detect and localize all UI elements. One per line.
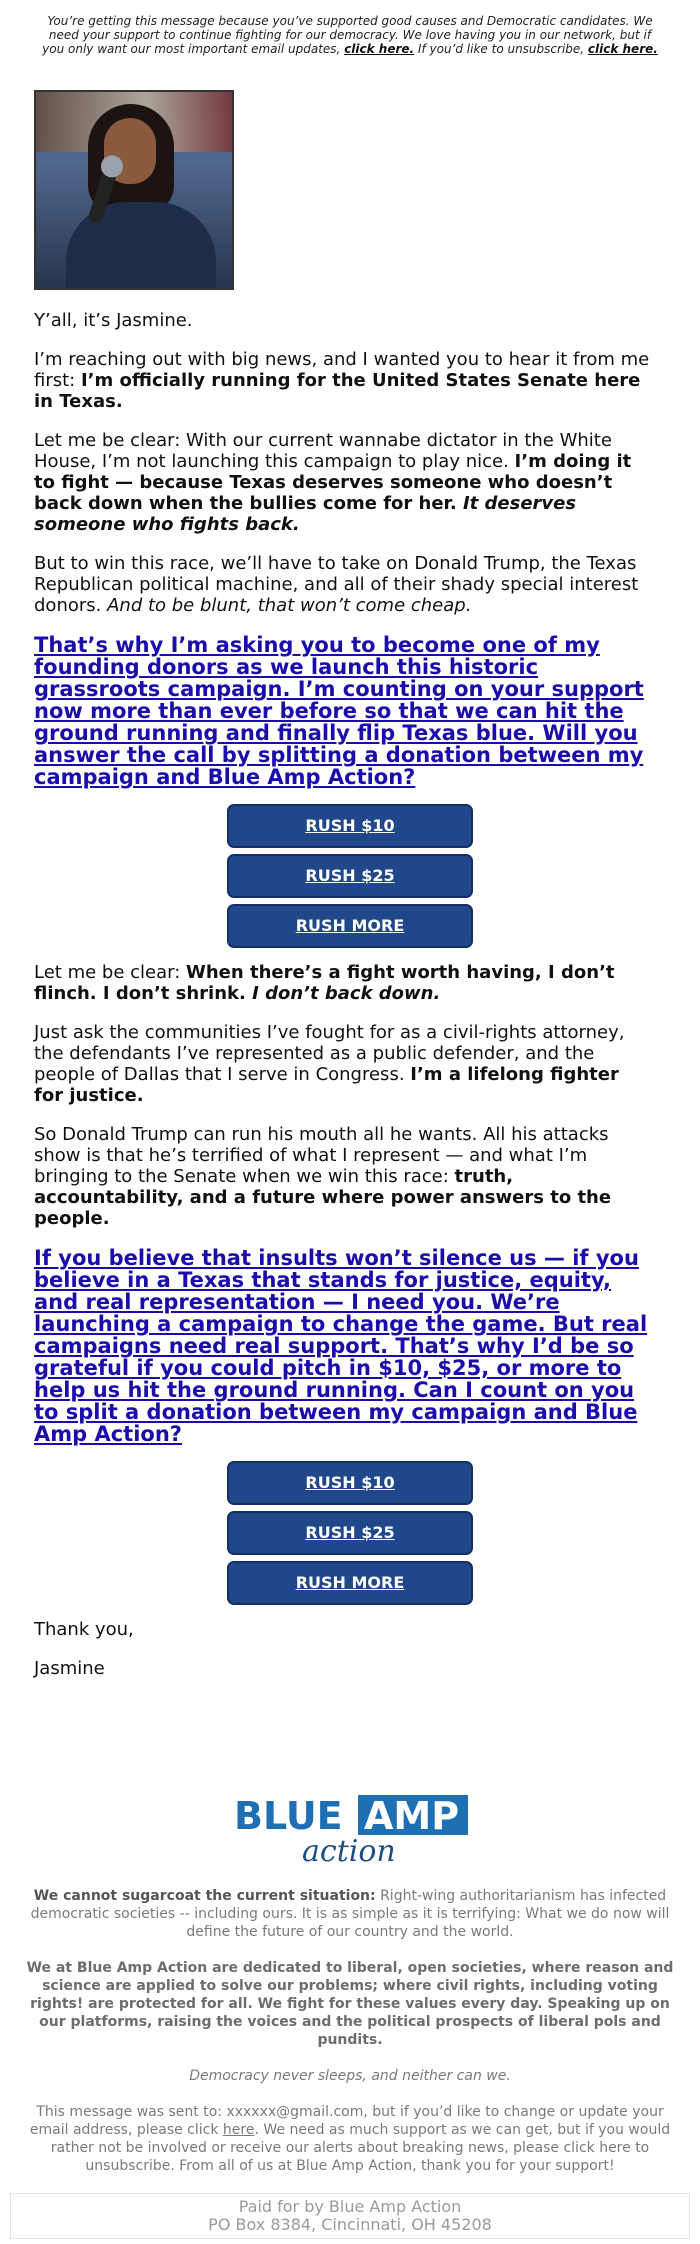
rush-more-button-2[interactable]: RUSH MORE (227, 1561, 473, 1605)
signature: Jasmine (34, 1658, 105, 1679)
paragraph-announcement: I’m reaching out with big news, and I wanted you to hear it from me first: I’m officially running for the United States Senate here in Texas. (34, 349, 650, 412)
update-email-link[interactable]: here (222, 2122, 255, 2138)
paragraph-opposition: But to win this race, we’ll have to take on Donald Trump, the Texas Republican political machine, and all of their shady special interest donors. And to be blunt, that won’t come cheap. (34, 553, 639, 616)
donate-buttons-2 (227, 1461, 473, 1605)
sign-off (34, 1619, 654, 1679)
donate-cta-link-1[interactable]: That’s why I’m asking you to become one of my founding donors as we launch this historic grassroots campaign. I’m counting on your support now more than ever before so that we can hit the ground running and finally flip Texas blue. Will you answer the call by splitting a donation between my campaign and Blue Amp Action? (34, 633, 644, 789)
preheader-text: You’re getting this message because you’ve supported good causes and Democratic candidates. We need your support to continue fighting for our democracy. We love having you in our network, but if you only want our most important email updates, (42, 14, 653, 56)
email-body-2 (34, 962, 654, 1445)
footer-paragraph-2: We at Blue Amp Action are dedicated to liberal, open societies, where reason and science are applied to solve our problems; where civil rights, including voting rights! are protected for all. We fight for these values every day. Speaking up on our platforms, raising the voices and the political prospects of liberal pols and pundits. (26, 1960, 674, 2048)
preheader-text-2: If you’d like to unsubscribe, (414, 42, 588, 56)
rush-25-button[interactable]: RUSH $25 (227, 854, 473, 898)
footer-tagline: Democracy never sleeps, and neither can we. (189, 2068, 511, 2084)
email-body (34, 310, 654, 788)
preheader (40, 0, 660, 56)
paid-for-disclaimer: Paid for by Blue Amp Action PO Box 8384, Cincinnati, OH 45208 (10, 2193, 690, 2239)
paragraph-fight: Let me be clear: With our current wannabe dictator in the White House, I’m not launching this campaign to play nice. I’m doing it to fight — because Texas deserves someone who doesn’t back down when the bullies come for her. It deserves someone who fights back. (34, 430, 632, 535)
logo-word-blue: BLUE (234, 1794, 343, 1838)
donate-cta-link-2[interactable]: If you believe that insults won’t silence us — if you believe in a Texas that stands for justice, equity, and real representation — I need you. We’re launching a campaign to change the game. But real campaigns need real support. That’s why I’d be so grateful if you could pitch in $10, $25, or more to help us hit the ground running. Can I count on you to split a donation between my campaign and Blue Amp Action? (34, 1246, 648, 1446)
footer-paragraph-sent-to: This message was sent to: xxxxxx@gmail.com, but if you’d like to change or update your email address, please click here. We need as much support as we can get, but if you would rather not be involved or receive our alerts about breaking news, please click here to unsubscribe. From all of us at Blue Amp Action, thank you for your support! (29, 2104, 671, 2174)
paragraph-no-flinch: Let me be clear: When there’s a fight worth having, I don’t flinch. I don’t shrink. I don’t back down. (34, 962, 615, 1004)
logo-word-action: action (302, 1834, 396, 1869)
email-preferences-link[interactable]: click here. (344, 42, 415, 56)
paragraph-record: Just ask the communities I’ve fought for as a civil-rights attorney, the defendants I’ve represented as a public defender, and the people of Dallas that I serve in Congress. I’m a lifelong fighter for justice. (34, 1022, 625, 1106)
footer (20, 1887, 680, 2175)
blue-amp-action-logo (230, 1789, 470, 1869)
rush-10-button[interactable]: RUSH $10 (227, 804, 473, 848)
donate-buttons-1 (227, 804, 473, 948)
rush-25-button-2[interactable]: RUSH $25 (227, 1511, 473, 1555)
unsubscribe-link[interactable]: click here. (587, 42, 658, 56)
candidate-photo (34, 90, 234, 290)
logo-graphic (230, 1789, 470, 1869)
greeting: Y’all, it’s Jasmine. (34, 310, 193, 331)
rush-more-button[interactable]: RUSH MORE (227, 904, 473, 948)
rush-10-button-2[interactable]: RUSH $10 (227, 1461, 473, 1505)
footer-paragraph-1: We cannot sugarcoat the current situation: Right-wing authoritarianism has infected democratic societies -- including ours. It is as simple as it is terrifying: What we do now will define the future of our country and the world. (30, 1888, 670, 1940)
closing: Thank you, (34, 1619, 134, 1640)
logo-word-amp: AMP (364, 1794, 460, 1838)
paragraph-trump: So Donald Trump can run his mouth all he wants. All his attacks show is that he’s terrified of what I represent — and what I’m bringing to the Senate when we win this race: truth, accountability, and a future where power answers to the people. (34, 1124, 612, 1229)
